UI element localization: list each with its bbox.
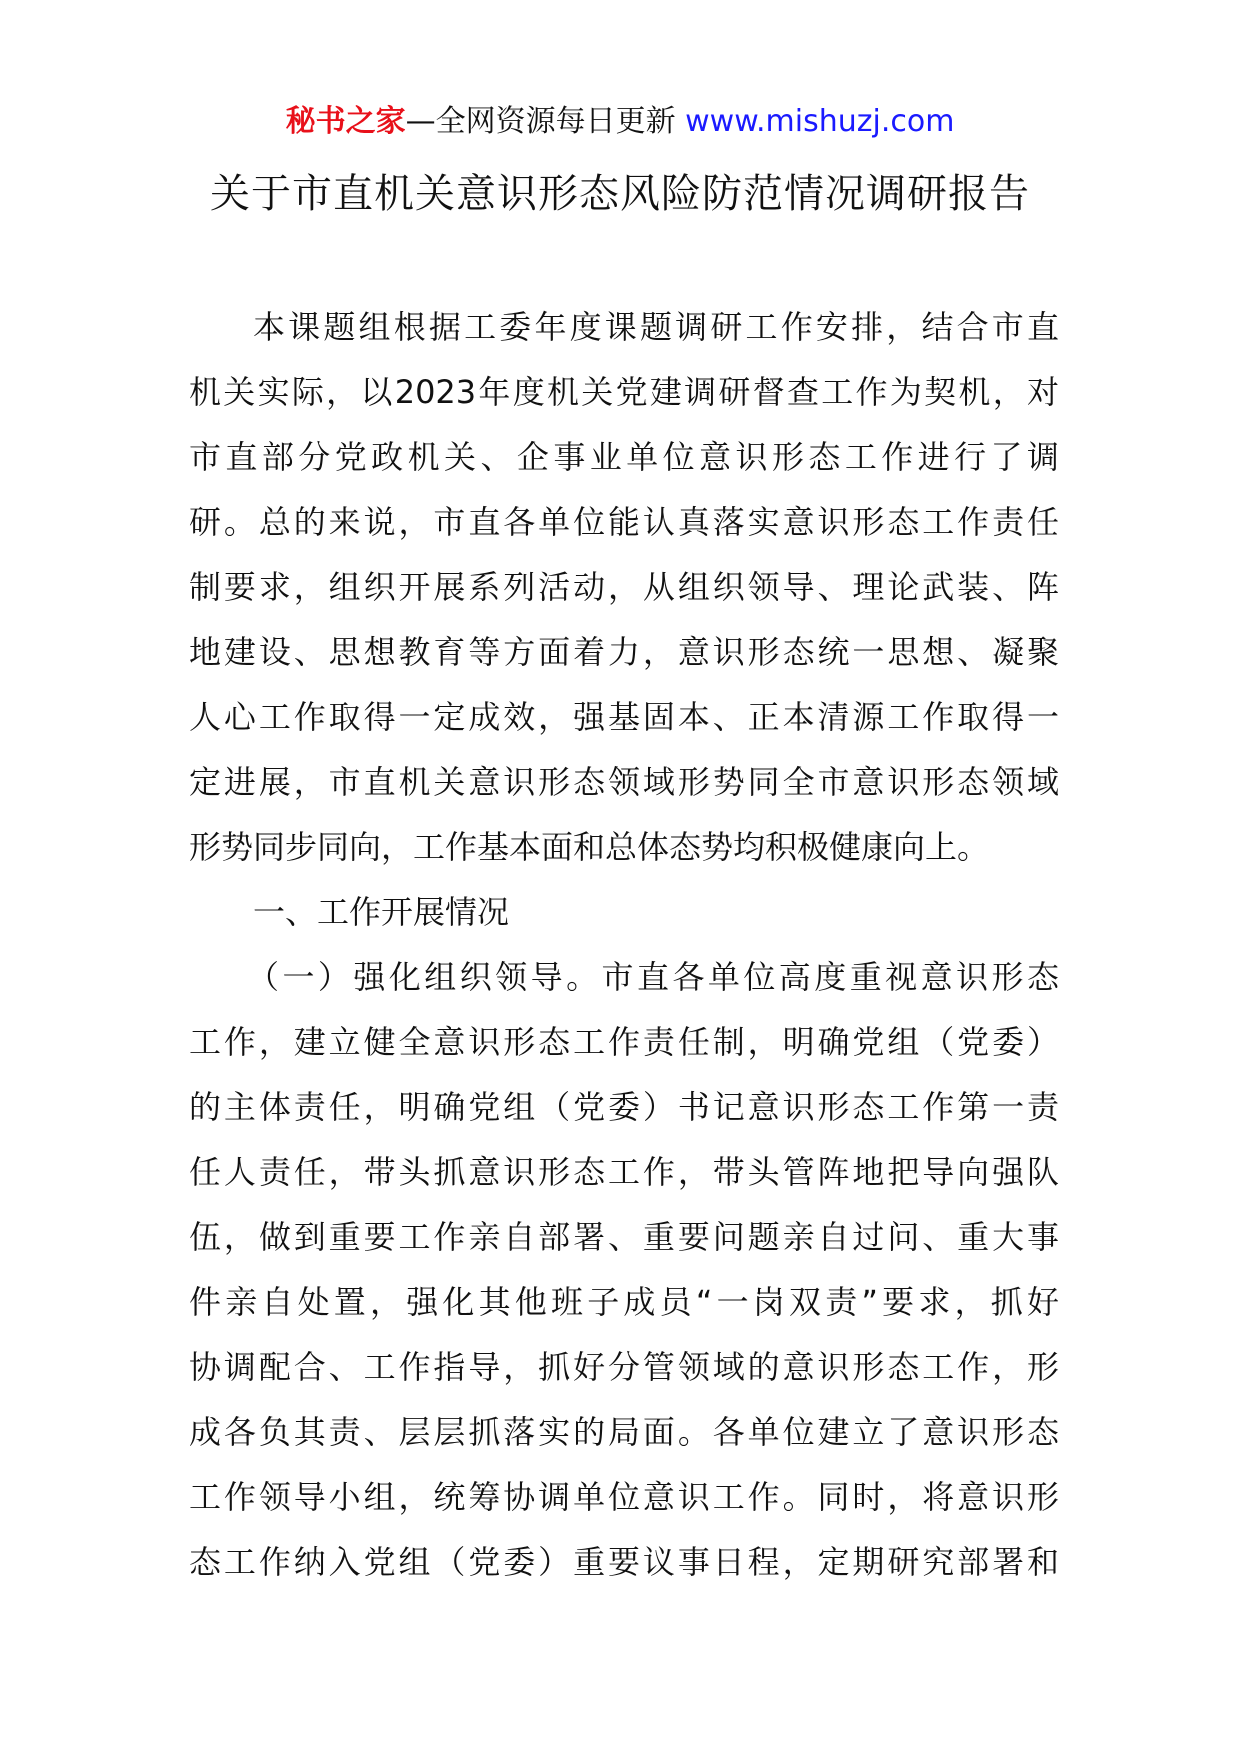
paragraph-1-line: 形势同步同向，工作基本面和总体态势均积极健康向上。 [189,828,990,866]
section-heading: 一、工作开展情况 [253,893,510,931]
paragraph-2-line: 任人责任，带头抓意识形态工作，带头管阵地把导向强队 [189,1153,1059,1191]
header-slogan: —全网资源每日更新 [405,104,686,139]
brand-name: 秘书之家 [285,104,406,139]
paragraph-1-line: 人心工作取得一定成效，强基固本、正本清源工作取得一 [189,698,1059,736]
document-body [189,295,1059,1595]
paragraph-1-line: 研。总的来说，市直各单位能认真落实意识形态工作责任 [189,503,1059,541]
paragraph-1-line: 地建设、思想教育等方面着力，意识形态统一思想、凝聚 [189,633,1059,671]
paragraph-1-line: 机关实际，以2023年度机关党建调研督查工作为契机，对 [189,373,1059,411]
paragraph-2-line: 态工作纳入党组（党委）重要议事日程，定期研究部署和 [189,1543,1059,1581]
paragraph-1-line: 市直部分党政机关、企事业单位意识形态工作进行了调 [189,438,1059,476]
document-title: 关于市直机关意识形态风险防范情况调研报告 [210,171,1030,217]
paragraph-2-line: 成各负其责、层层抓落实的局面。各单位建立了意识形态 [189,1413,1059,1451]
paragraph-1-line: 定进展，市直机关意识形态领域形势同全市意识形态领域 [189,763,1059,801]
paragraph-2-line: 工作领导小组，统筹协调单位意识工作。同时，将意识形 [189,1478,1059,1516]
paragraph-2-line: 协调配合、工作指导，抓好分管领域的意识形态工作，形 [189,1348,1059,1386]
paragraph-2-line: （一）强化组织领导。市直各单位高度重视意识形态 [247,958,1059,996]
paragraph-2-line: 工作，建立健全意识形态工作责任制，明确党组（党委） [189,1023,1059,1061]
paragraph-2-line: 件亲自处置，强化其他班子成员“一岗双责”要求，抓好 [189,1283,1059,1321]
paragraph-2-line: 伍，做到重要工作亲自部署、重要问题亲自过问、重大事 [189,1218,1059,1256]
paragraph-1-line: 制要求，组织开展系列活动，从组织领导、理论武装、阵 [189,568,1059,606]
site-url-link[interactable]: www.mishuzj.com [685,104,955,139]
paragraph-2-line: 的主体责任，明确党组（党委）书记意识形态工作第一责 [189,1088,1059,1126]
site-header [0,100,1240,144]
paragraph-1-line: 本课题组根据工委年度课题调研工作安排，结合市直 [253,308,1059,346]
